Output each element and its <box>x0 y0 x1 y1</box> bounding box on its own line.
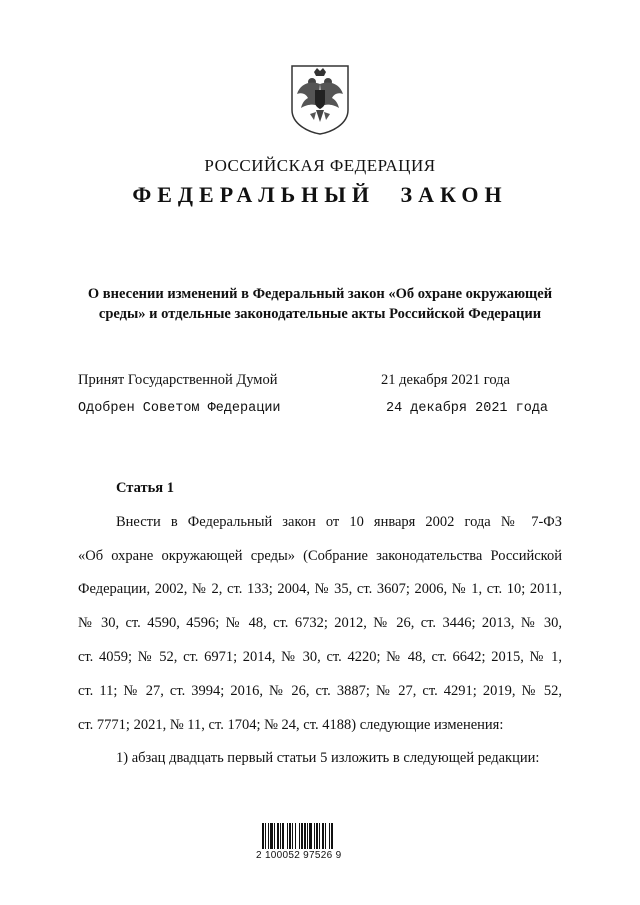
body-line: 1) абзац двадцать первый статьи 5 изложить в следующей редакции: <box>116 750 540 766</box>
adopted-label: Принят Государственной Думой <box>78 372 278 388</box>
coat-of-arms-icon <box>288 62 352 136</box>
document-type: ФЕДЕРАЛЬНЫЙ ЗАКОН <box>132 182 508 207</box>
body-line: № 30, ст. 4590, 4596; № 48, ст. 6732; 2012, № 26, ст. 3446; 2013, № 30, <box>78 615 562 631</box>
law-title-line-1: О внесении изменений в Федеральный закон «Об охране окружающей <box>87 286 553 302</box>
approved-date: 24 декабря 2021 года <box>386 401 549 416</box>
article-heading: Статья 1 <box>116 480 174 496</box>
barcode-icon <box>262 823 358 849</box>
law-title-line-2: среды» и отдельные законодательные акты Российской Федерации <box>98 306 542 322</box>
body-line: ст. 7771; 2021, № 11, ст. 1704; № 24, ст. 4188) следующие изменения: <box>78 717 504 733</box>
barcode-number: 2 100052 97526 9 <box>256 850 342 861</box>
body-line: ст. 11; № 27, ст. 3994; 2016, № 26, ст. 3887; № 27, ст. 4291; 2019, № 52, <box>78 683 562 699</box>
body-line: Федерации, 2002, № 2, ст. 133; 2004, № 35, ст. 3607; 2006, № 1, ст. 10; 2011, <box>78 581 562 597</box>
approved-label: Одобрен Советом Федерации <box>78 401 281 416</box>
adopted-date: 21 декабря 2021 года <box>381 372 510 388</box>
country-name: РОССИЙСКАЯ ФЕДЕРАЦИЯ <box>204 156 436 175</box>
body-line: ст. 4059; № 52, ст. 6971; 2014, № 30, ст. 4220; № 48, ст. 6642; 2015, № 1, <box>78 649 562 665</box>
body-line: «Об охране окружающей среды» (Собрание законодательства Российской <box>78 548 562 564</box>
body-line: Внести в Федеральный закон от 10 января 2002 года № 7-ФЗ <box>116 514 562 530</box>
